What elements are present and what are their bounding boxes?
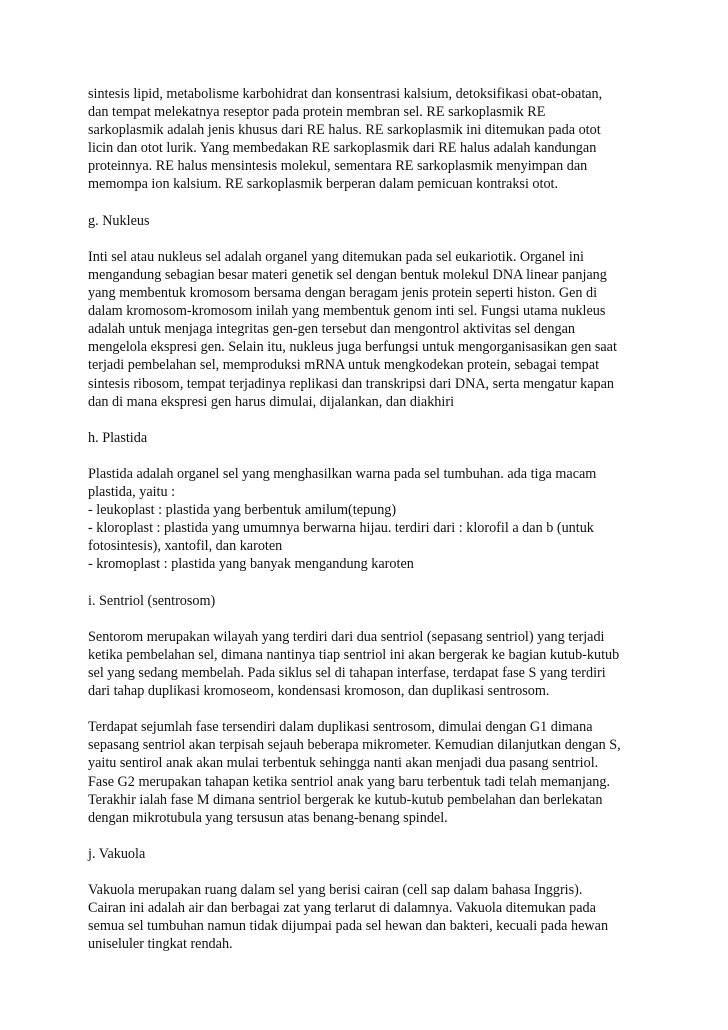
text-line: dari tahap duplikasi kromoseom, kondensasi kromoson, dan duplikasi sentrosom. [88,683,550,700]
section-heading-vakuola [88,845,648,863]
paragraph-sentriol-1 [88,628,648,700]
text-line: mengelola ekspresi gen. Selain itu, nukleus juga berfungsi untuk mengorganisasikan gen saat [88,339,617,356]
section-heading-sentriol [88,592,648,610]
text-line: mengandung sebagian besar materi genetik sel dengan bentuk molekul DNA linear panjang [88,266,607,283]
paragraph-vakuola [88,881,648,953]
text-line: proteinnya. RE halus mensintesis molekul, sementara RE sarkoplasmik menyimpan dan [88,158,588,175]
text-line: Vakuola merupakan ruang dalam sel yang berisi cairan (cell sap dalam bahasa Inggris). [88,882,583,899]
text-line: dalam kromosom-kromosom inilah yang membentuk genom inti sel. Fungsi utama nukleus [88,303,606,320]
text-line: adalah untuk menjaga integritas gen-gen tersebut dan mengontrol aktivitas sel dengan [88,321,575,338]
text-line: sepasang sentriol akan terpisah sejauh beberapa mikrometer. Kemudian dilanjutkan dengan S, [88,737,621,754]
text-line: sintesis lipid, metabolisme karbohidrat dan konsentrasi kalsium, detoksifikasi obat-obatan, [88,86,603,102]
text-line: fotosintesis), xantofil, dan karoten [88,538,283,555]
text-line: Fase G2 merupakan tahapan ketika sentriol anak yang baru terbentuk tadi telah memanjang. [88,773,610,790]
text-line: terjadi pembelahan sel, memproduksi mRNA untuk mengkodekan protein, sebagai tempat [88,357,600,374]
text-line: Terakhir ialah fase M dimana sentriol bergerak ke kutub-kutub pembelahan dan berlekatan [88,791,603,808]
text-line: yaitu sentirol anak akan mulai terbentuk sehingga nanti akan menjadi dua pasang sentriol. [88,755,599,772]
text-line: Plastida adalah organel sel yang menghasilkan warna pada sel tumbuhan. ada tiga macam [88,465,597,482]
text-line: sintesis ribosom, tempat terjadinya replikasi dan transkripsi dari DNA, serta mengatur kapan [88,375,614,392]
text-line: semua sel tumbuhan namun tidak dijumpai pada sel hewan dan bakteri, kecuali pada hewan [88,918,609,935]
paragraph-plastida [88,465,648,574]
paragraph-nukleus [88,248,648,411]
heading-text: g. Nukleus [88,212,150,229]
text-line: yang membentuk kromosom bersama dengan beragam jenis protein seperti histon. Gen di [88,285,598,302]
text-line: memompa ion kalsium. RE sarkoplasmik berperan dalam pemicuan kontraksi otot. [88,176,559,193]
list-item-kromoplast: - kromoplast : plastida yang banyak mengandung karoten [88,556,414,573]
section-heading-nukleus [88,212,648,230]
text-line: dan di mana ekspresi gen harus dimulai, dijalankan, dan diakhiri [88,393,455,410]
text-line: licin dan otot lurik. Yang membedakan RE sarkoplasmik dari RE halus adalah kandungan [88,140,597,157]
text-line: Inti sel atau nukleus sel adalah organel yang ditemukan pada sel eukariotik. Organel ini [88,248,584,265]
section-heading-plastida [88,429,648,447]
heading-text: h. Plastida [88,429,148,446]
text-line: plastida, yaitu : [88,484,176,501]
text-line: dan tempat melekatnya reseptor pada protein membran sel. RE sarkoplasmik RE [88,104,546,121]
text-line: Sentorom merupakan wilayah yang terdiri dari dua sentriol (sepasang sentriol) yang terjadi [88,628,605,645]
text-line: sarkoplasmik adalah jenis khusus dari RE halus. RE sarkoplasmik ini ditemukan pada otot [88,122,601,139]
text-line: Terdapat sejumlah fase tersendiri dalam duplikasi sentrosom, dimulai dengan G1 dimana [88,719,593,736]
heading-text: j. Vakuola [88,845,146,862]
list-item-leukoplast: - leukoplast : plastida yang berbentuk amilum(tepung) [88,502,397,519]
document-page [88,85,648,972]
paragraph-re-sarkoplasmik [88,85,648,194]
heading-text: i. Sentriol (sentrosom) [88,592,216,609]
text-line: ketika pembelahan sel, dimana nantinya tiap sentriol ini akan bergerak ke bagian kutub-kutub [88,646,620,663]
text-line: uniseluler tingkat rendah. [88,936,233,953]
text-line: dengan mikrotubula yang tersusun atas benang-benang spindel. [88,809,448,826]
list-item-kloroplast: - kloroplast : plastida yang umumnya berwarna hijau. terdiri dari : klorofil a dan b (untuk [88,520,594,537]
text-line: Cairan ini adalah air dan berbagai zat yang terlarut di dalamnya. Vakuola ditemukan pada [88,900,596,917]
text-line: sel yang sedang membelah. Pada siklus sel di tahapan interfase, terdapat fase S yang terdiri [88,665,606,681]
paragraph-sentriol-2 [88,718,648,827]
